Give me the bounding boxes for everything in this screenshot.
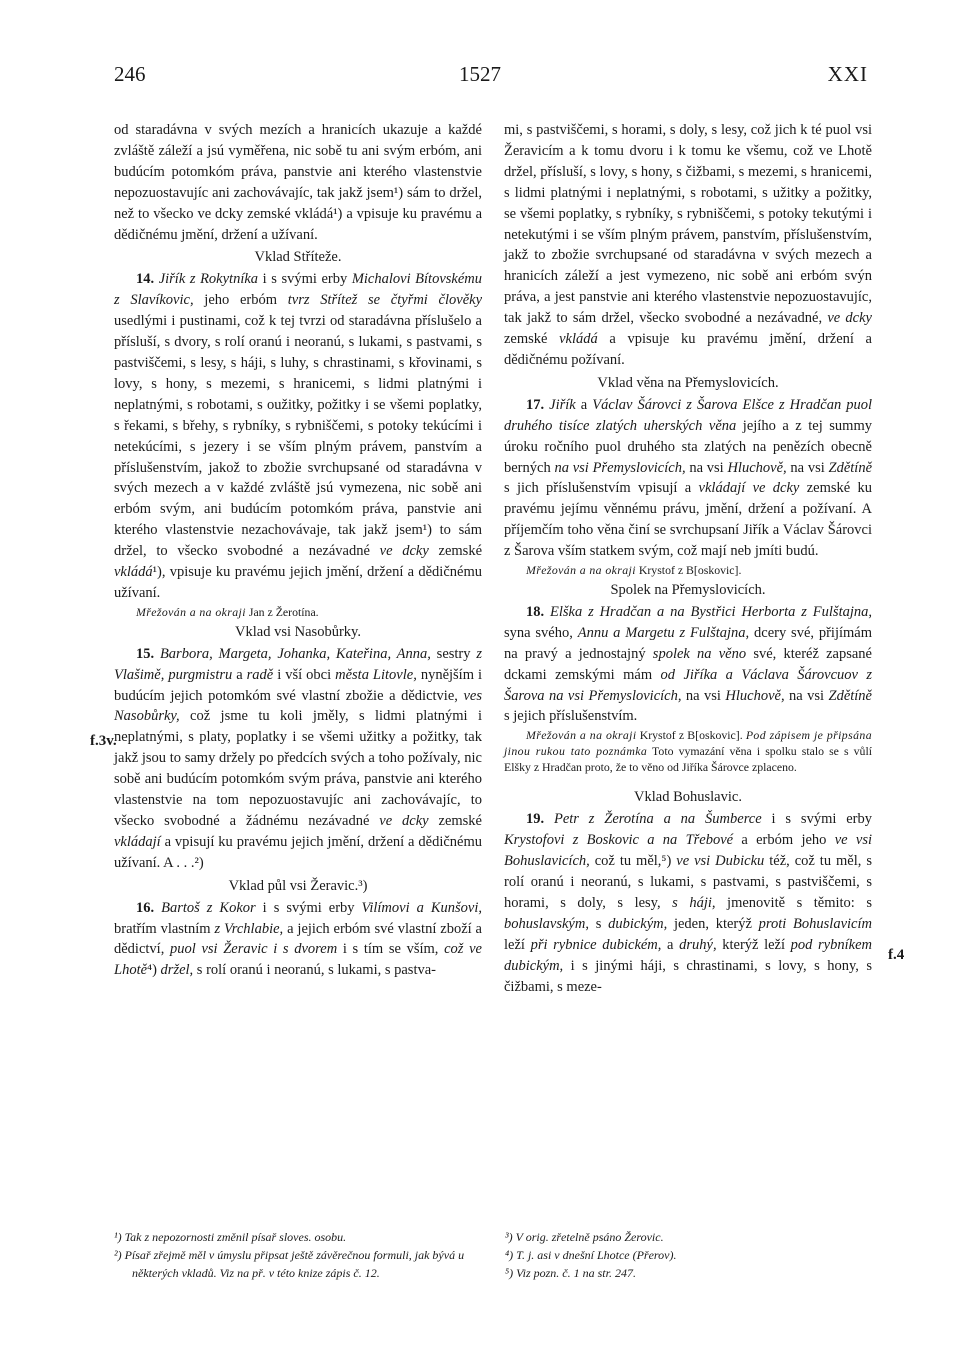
note-italic: Mřežován a na okraji: [136, 604, 246, 619]
paragraph: [504, 120, 872, 371]
text-span: tvrz Střítež se čtyřmi člověky: [287, 292, 483, 309]
text-span: jejího a z tej summy úroku ročního puol druhého sta zlatých na penězích obecně berných: [504, 417, 872, 476]
text-span: i vší obci: [273, 666, 336, 683]
text-span: ve dcky: [379, 543, 429, 560]
text-span: na vsi: [685, 459, 728, 476]
section-heading: Spolek na Přemyslovicích.: [610, 582, 766, 599]
footnote-text: Viz pozn. č. 1 na str. 247.: [516, 1266, 636, 1280]
text-span: zemské: [428, 813, 482, 829]
note-text: Jan z Žerotína.: [245, 604, 319, 619]
footnote-mark: ²): [114, 1248, 122, 1262]
text-span: z Vrchlabie,: [214, 920, 284, 937]
text-span: i s jinými háji, s chrastinami, s lovy, s hony, s čižbami, s meze-: [504, 957, 872, 995]
text-span: Michalovi Bítovskému z Slavíkovic,: [114, 271, 483, 309]
text-span: s jejich příslušenstvím.: [504, 708, 638, 725]
footnote-text: Písař zřejmě měl v úmyslu připsat ještě závěrečnou formuli, jak bývá u některých vkladů. Viz na př. v této knize zápis č. 12.: [124, 1248, 465, 1280]
text-span: zemské: [428, 543, 483, 560]
folio-marker: f.3v.: [90, 733, 117, 749]
text-span: s háji,: [672, 894, 716, 911]
footnote: [114, 1228, 486, 1246]
text-span: radě: [246, 666, 274, 683]
text-span: nynějším i budúcím jejich potomkóm své vlastní zbožie a dědictvie,: [114, 666, 482, 704]
text-span: s jich příslušenstvím vpisují a: [504, 480, 699, 497]
text-span: ⁴): [147, 962, 161, 979]
text-span: i s svými erby: [255, 899, 362, 916]
text-span: Barbora, Margeta, Johanka, Kateřina, Anna,: [159, 645, 431, 662]
section-heading: Vklad Bohuslavic.: [634, 789, 742, 806]
text-span: ve vsi Dubicku: [676, 853, 765, 870]
text-span: ve dcky: [827, 310, 872, 327]
entry-18: [504, 602, 872, 727]
text-span: mi, s pastviščemi, s horami, s doly, s lesy, což jich k té puol vsi Žeravicím a k tomu dvoru i k tomu ke všemu, což ve Lhotě držel, přísluší, s lovy, s hony, s čižbami, s mezemi, s hranicemi, s lidmi platnými i neplatnými, s robotami, s užitky a požitky, se všemi poplatky, s rybníky, s rybniščemi, s potoky tekutými i netekutými i se vším plným právem, panstvím, příslušenstvím, jakž to zbožie svrchupsané od staradávna v svých mezech a hranicích záleží a jest vymezeno, nic sobě ani erbóm svýn práva, a jest panstvie ani kterého vlastenstvie nepozuostavujíc, tak jakž to sám držel, všecko svobodné a nezávadné,: [504, 122, 872, 327]
text-span: pod rybníkem dubickým,: [504, 936, 872, 974]
text-span: Zdětíně: [828, 459, 873, 476]
entry-15: [114, 644, 482, 874]
text-span: Elška z Hradčan a na Bystřici Herborta z Fulštajna,: [550, 603, 872, 620]
volume-number: XXI: [827, 62, 868, 86]
text-span: , s: [585, 915, 609, 932]
editorial-note: [114, 604, 482, 620]
text-span: jeden, kterýž: [667, 915, 759, 932]
footnote-text: T. j. asi v dnešní Lhotce (Přerov).: [516, 1248, 677, 1262]
footnote: [505, 1264, 865, 1282]
text-span: vkládají ve dcky: [698, 480, 800, 497]
text-span: druhý,: [679, 936, 717, 953]
text-span: ve dcky: [379, 813, 429, 829]
entry-number: 19.: [526, 811, 545, 828]
text-span: Václav Šárovci z Šarova Elšce z Hradčan puol druhého tisíce zlatých uherských věna: [504, 396, 872, 434]
note-italic: Pod zápisem je připsána jinou rukou tato poznámka: [504, 728, 872, 759]
entry-number: 15.: [136, 645, 155, 662]
text-span: ve vsi Bohuslavicích,: [504, 832, 872, 870]
text-span: od Jiříka a Václava Šárovcuov z Šarova na vsi Přemyslovicích,: [504, 666, 872, 704]
entry-number: 16.: [136, 899, 155, 916]
text-span: na vsi: [786, 459, 829, 476]
text-span: a: [232, 666, 247, 683]
text-span: i s svými erby: [761, 811, 873, 828]
text-span: jeho erbóm: [193, 292, 288, 309]
text-span: a jejich erbóm své vlastní zboží a dědictví,: [114, 920, 482, 958]
footnote-text: V orig. zřetelně psáno Žerovic.: [515, 1230, 664, 1244]
text-span: též, což tu měl, s rolí oranú i neoranú, s lukami, s pastvami, s pastviščemi, s horami, s doly, s lesy,: [504, 853, 872, 911]
paragraph: od staradávna v svých mezích a hranicích ukazuje a každé zvláště záleží a jsú vyměřena, nic sobě tu ani svým erbóm, ani budúcím potomkóm práva, panstvie ani kterého vlastenstvie nepozuostavujíc ani zachovávajíc, tak jakž jsem¹) sám to držel, než to všecko ve dcky zemské vkládá¹) a vpisuje ku pravému a dědičnému jmění, držení a užívaní.: [114, 122, 482, 243]
text-span: vkládá: [559, 331, 598, 348]
text-span: Hluchově,: [727, 459, 787, 476]
entry-16: [114, 898, 482, 982]
text-span: vkládají: [114, 833, 161, 850]
text-span: což ve Lhotě: [114, 941, 482, 979]
text-span: což jsme tu koli jměly, s lidmi platnými i neplatnými, s platy, poplatky i se všemi užitky a požitky, tak jakž jsou to samy držely po předcích svých a toho požívaly, nic sobě ani budúcím potomkóm svým práva, panstvie ani kterého vlastenstvie na tom nepozuostavujíc ani zachovávajíc, to všecko svobodné a žádnému nezávadné: [114, 708, 482, 829]
text-span: na vsi: [784, 687, 829, 704]
text-span: spolek na věno: [652, 645, 747, 662]
text-span: zemské ku pravému jejímu věnnému právu, jmění, držení a požívaní. A příjemčím toho věna činí se svrchupsaní Jiřík a Václav Šárovci z Šarova vším statkem svým, což mají neb jmíti budú.: [504, 480, 873, 560]
text-span: a erbóm jeho: [733, 832, 835, 849]
text-span: bohuslavským: [504, 915, 586, 932]
footnote: [114, 1246, 486, 1282]
footnotes-right: [505, 1228, 865, 1282]
text-span: puol vsi Žeravic i s dvorem: [170, 941, 338, 958]
text-span: což tu měl,⁵): [589, 853, 677, 870]
text-span: a: [661, 936, 680, 953]
text-span: ¹), vpisuje ku pravému jejich jmění, držení a dědičnému užívaní.: [114, 564, 482, 601]
section-heading: Vklad věna na Přemyslovicích.: [597, 374, 779, 391]
folio-marker: f.4: [888, 947, 905, 963]
text-span: syna svého,: [504, 624, 578, 641]
note-italic: Mřežován a na okraji: [526, 728, 637, 743]
text-span: s rolí oranú i neoranú, s lukami, s pastva-: [193, 962, 436, 979]
right-column: [504, 120, 872, 997]
text-span: ves Nasobůrky,: [114, 687, 482, 725]
note-text: Toto vymazání věna i spolku stalo se s vůlí Elšky z Hradčan proto, že to věno od Jiříka Šárovce zplaceno.: [504, 744, 873, 775]
text-span: Zdětíně: [828, 687, 872, 704]
text-span: Annu a Margetu z Fulštajna,: [577, 624, 750, 641]
left-column: [114, 120, 482, 981]
text-span: sestry: [430, 645, 477, 662]
text-span: a vpisuje ku pravému jmění, držení a dědičnému požívaní.: [504, 331, 872, 368]
footnote-mark: ⁵): [505, 1266, 514, 1280]
footnote-mark: ³): [505, 1230, 513, 1244]
section-heading: Vklad vsi Nasobůrky.: [235, 623, 361, 640]
entry-17: [504, 395, 872, 562]
text-span: Petr z Žerotína a na Šumberce: [553, 811, 762, 828]
text-span: a vpisují ku pravému jejich jmění, držení a dědičnému užívaní. A . . .²): [114, 833, 482, 871]
text-span: vkládá: [114, 564, 153, 581]
text-span: Jiřík z Rokytníka: [158, 271, 259, 288]
text-span: usedlými i pustinami, což k tej tvrzi od staradávna příslušelo a přísluší, s dvory, s rolí oranú i neoranú, s lukami, s pastvami, s pastviščemi, s lesy, s háji, s luhy, s chrastinami, s křovinami, s lovy, s hony, s mezemi, s hranicemi, s lidmi platnými i neplatnými, s robotami, s oužitky, požitky i se všemi poplatky, s řekami, s břehy, s rybníky, s rybniščemi, s potoky tekúcími i netekúcími, s jezery i se vším plným právem, panstvím a příslušenstvím, jakož to zbožie svrchupsané od staradávna v svých mezech a v každé zvláště jsú vymezena, nic sobě ani erbóm svým, ani budúcím potomkóm práva, panstvie ani kterého vlastenstvie nezachovávaje, tak jakž jsem¹) to sám držel, to všecko svobodné a nezávadné: [114, 313, 482, 560]
footnote-mark: ⁴): [505, 1248, 514, 1262]
section-heading: Vklad Stříteže.: [254, 249, 342, 266]
text-span: leží: [504, 936, 531, 953]
text-span: zemské: [504, 331, 560, 348]
page-number: 246: [114, 62, 146, 86]
text-span: na vsi Přemyslovicích,: [554, 459, 686, 476]
text-span: dubickým,: [608, 915, 668, 932]
text-span: Jiřík: [549, 396, 576, 413]
text-span: a: [575, 396, 593, 413]
entry-number: 14.: [136, 271, 155, 288]
entry-number: 18.: [526, 603, 545, 620]
text-span: z Vlašimě, purgmistru: [114, 645, 482, 683]
text-span: na vsi: [681, 687, 726, 704]
note-text: Krystof z B[oskovic].: [635, 563, 742, 578]
text-span: proti Bohuslavicím: [758, 915, 872, 932]
entry-19: [504, 809, 872, 997]
text-span: jmenovitě s těmito: s: [715, 894, 872, 911]
text-span: při rybnice dubickém,: [530, 936, 662, 953]
text-span: držel,: [160, 962, 194, 979]
footnote-text: Tak z nepozornosti změnil písař sloves. osobu.: [124, 1230, 347, 1244]
text-span: Krystofovi z Boskovic a na Třebové: [504, 832, 734, 849]
entry-14: [114, 269, 482, 604]
footnotes-left: [114, 1228, 486, 1282]
text-span: bratřím vlastním: [114, 920, 215, 937]
text-span: Hluchově,: [725, 687, 785, 704]
text-span: Bartoš z Kokor: [161, 899, 256, 916]
text-span: Vilímovi a Kunšovi,: [361, 899, 482, 916]
section-heading: Vklad půl vsi Žeravic.³): [228, 877, 368, 894]
note-text: Krystof z B[oskovic].: [636, 728, 746, 743]
text-span: i s svými erby: [258, 271, 352, 288]
text-span: kterýž leží: [716, 936, 791, 953]
text-span: své, kteréž zapsané dckami zemskými mám: [504, 645, 872, 683]
footnote-mark: ¹): [114, 1230, 122, 1244]
footnote: [505, 1246, 865, 1264]
editorial-note: [504, 562, 872, 578]
footnote: [505, 1228, 865, 1246]
page-year: 1527: [459, 62, 501, 86]
editorial-note: [504, 727, 872, 775]
text-span: i s tím se vším,: [337, 941, 445, 958]
entry-number: 17.: [526, 396, 545, 413]
text-span: dcery své, přijímám na pravý a jednostajný: [504, 624, 873, 662]
text-span: města Litovle,: [335, 666, 417, 683]
note-italic: Mřežován a na okraji: [526, 563, 636, 578]
